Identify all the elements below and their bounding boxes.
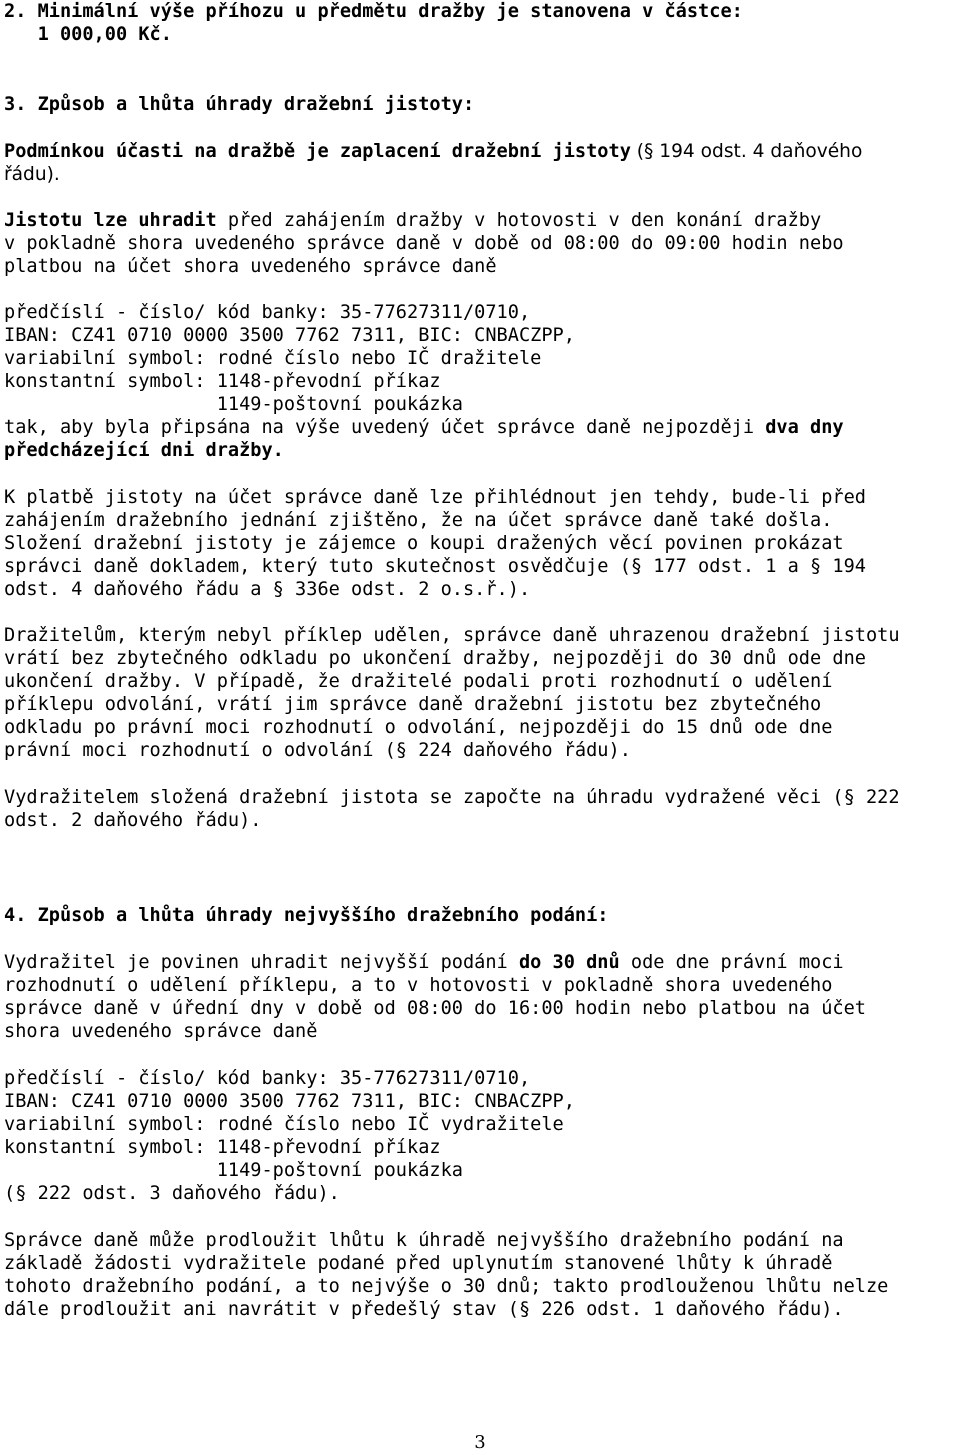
bank-1-variable-symbol: variabilní symbol: rodné číslo nebo IČ dražitele <box>4 348 542 369</box>
para-v-line-1: Vydražitelem složená dražební jistota se započte na úhradu vydražené věci (§ 222 <box>4 787 900 808</box>
para-k-line-3: Složení dražební jistoty je zájemce o koupi dražených věcí povinen prokázat <box>4 533 844 554</box>
para-d-line-6: právní moci rozhodnutí o odvolání (§ 224 daňového řádu). <box>4 740 631 761</box>
para-s-line-3: tohoto dražebního podání, a to nejvýše o 30 dnů; takto prodlouženou lhůtu nelze <box>4 1276 889 1297</box>
deadline-text: tak, aby byla připsána na výše uvedený účet správce daně nejpozději <box>4 417 755 438</box>
item-3-payment-line-2: v pokladně shora uvedeného správce daně v době od 08:00 do 09:00 hodin nebo <box>4 233 844 254</box>
item-3-payment-line-1 <box>4 209 821 232</box>
condition-rest-text: (§ 194 odst. 4 daňového <box>630 141 863 162</box>
item-3-condition-line-2: řádu). <box>4 164 60 185</box>
para-k-line-5: odst. 4 daňového řádu a § 336e odst. 2 o.s.ř.). <box>4 579 531 600</box>
para-k-line-4: správci daně dokladem, který tuto skutečnost osvědčuje (§ 177 odst. 1 a § 194 <box>4 556 866 577</box>
item-4-payment-line-2: rozhodnutí o udělení příklepu, a to v hotovosti v pokladně shora uvedeného <box>4 975 833 996</box>
para-k-line-2: zahájením dražebního jednání zjištěno, že na účet správce daně také došla. <box>4 510 833 531</box>
bank-1-deadline-line-1 <box>4 416 844 439</box>
bank-2-constant-symbol-alt: 1149-poštovní poukázka <box>4 1160 463 1181</box>
para-v-line-2: odst. 2 daňového řádu). <box>4 810 262 831</box>
payment-4-rest-text: ode dne právní moci <box>619 952 844 973</box>
bank-2-account: předčíslí - číslo/ kód banky: 35-77627311/0710, <box>4 1068 531 1089</box>
payment-4-text: Vydražitel je povinen uhradit nejvyšší podání <box>4 952 508 973</box>
bank-2-constant-symbol: konstantní symbol: 1148-převodní příkaz <box>4 1137 441 1158</box>
para-d-line-1: Dražitelům, kterým nebyl příklep udělen, správce daně uhrazenou dražební jistotu <box>4 625 900 646</box>
para-s-line-4: dále prodloužit ani navrátit v předešlý stav (§ 226 odst. 1 daňového řádu). <box>4 1299 844 1320</box>
bank-2-iban: IBAN: CZ41 0710 0000 3500 7762 7311, BIC: CNBACZPP, <box>4 1091 575 1112</box>
item-2-line-2: 1 000,00 Kč. <box>4 24 172 45</box>
payment-4-bold-text: do 30 dnů <box>507 952 620 973</box>
bank-1-iban: IBAN: CZ41 0710 0000 3500 7762 7311, BIC: CNBACZPP, <box>4 325 575 346</box>
para-d-line-5: odkladu po právní moci rozhodnutí o odvolání, nejpozději do 15 dnů ode dne <box>4 717 833 738</box>
para-s-line-2: základě žádosti vydražitele podané před uplynutím stanovené lhůty k úhradě <box>4 1253 833 1274</box>
para-k-line-1: K platbě jistoty na účet správce daně lze přihlédnout jen tehdy, bude-li před <box>4 487 866 508</box>
item-4-payment-line-1 <box>4 951 844 974</box>
bank-1-deadline-line-2: předcházející dni dražby. <box>4 440 284 461</box>
payment-rest-text: před zahájením dražby v hotovosti v den konání dražby <box>216 210 822 231</box>
para-d-line-2: vrátí bez zbytečného odkladu po ukončení dražby, nejpozději do 30 dnů ode dne <box>4 648 866 669</box>
payment-bold-text: Jistotu lze uhradit <box>4 210 217 231</box>
bank-1-constant-symbol-alt: 1149-poštovní poukázka <box>4 394 463 415</box>
bank-1-account: předčíslí - číslo/ kód banky: 35-77627311/0710, <box>4 302 531 323</box>
para-d-line-3: ukončení dražby. V případě, že dražitelé podali proti rozhodnutí o udělení <box>4 671 833 692</box>
item-3-condition-line-1 <box>4 140 862 163</box>
bank-1-constant-symbol: konstantní symbol: 1148-převodní příkaz <box>4 371 441 392</box>
deadline-bold-text: dva dny <box>754 417 844 438</box>
item-4-payment-line-4: shora uvedeného správce daně <box>4 1021 318 1042</box>
page-number: 3 <box>474 1432 486 1453</box>
bank-2-legal-reference: (§ 222 odst. 3 daňového řádu). <box>4 1183 340 1204</box>
bank-2-variable-symbol: variabilní symbol: rodné číslo nebo IČ vydražitele <box>4 1114 564 1135</box>
item-3-payment-line-3: platbou na účet shora uvedeného správce daně <box>4 256 497 277</box>
item-2-line-1: 2. Minimální výše příhozu u předmětu dražby je stanovena v částce: <box>4 1 743 22</box>
para-d-line-4: příklepu odvolání, vrátí jim správce daně dražební jistotu bez zbytečného <box>4 694 822 715</box>
item-4-payment-line-3: správce daně v úřední dny v době od 08:00 do 16:00 hodin nebo platbou na účet <box>4 998 866 1019</box>
para-s-line-1: Správce daně může prodloužit lhůtu k úhradě nejvyššího dražebního podání na <box>4 1230 844 1251</box>
condition-bold-text: Podmínkou účasti na dražbě je zaplacení dražební jistoty <box>4 141 631 162</box>
item-3-heading: 3. Způsob a lhůta úhrady dražební jistoty: <box>4 94 475 115</box>
item-4-heading: 4. Způsob a lhůta úhrady nejvyššího dražebního podání: <box>4 905 609 926</box>
